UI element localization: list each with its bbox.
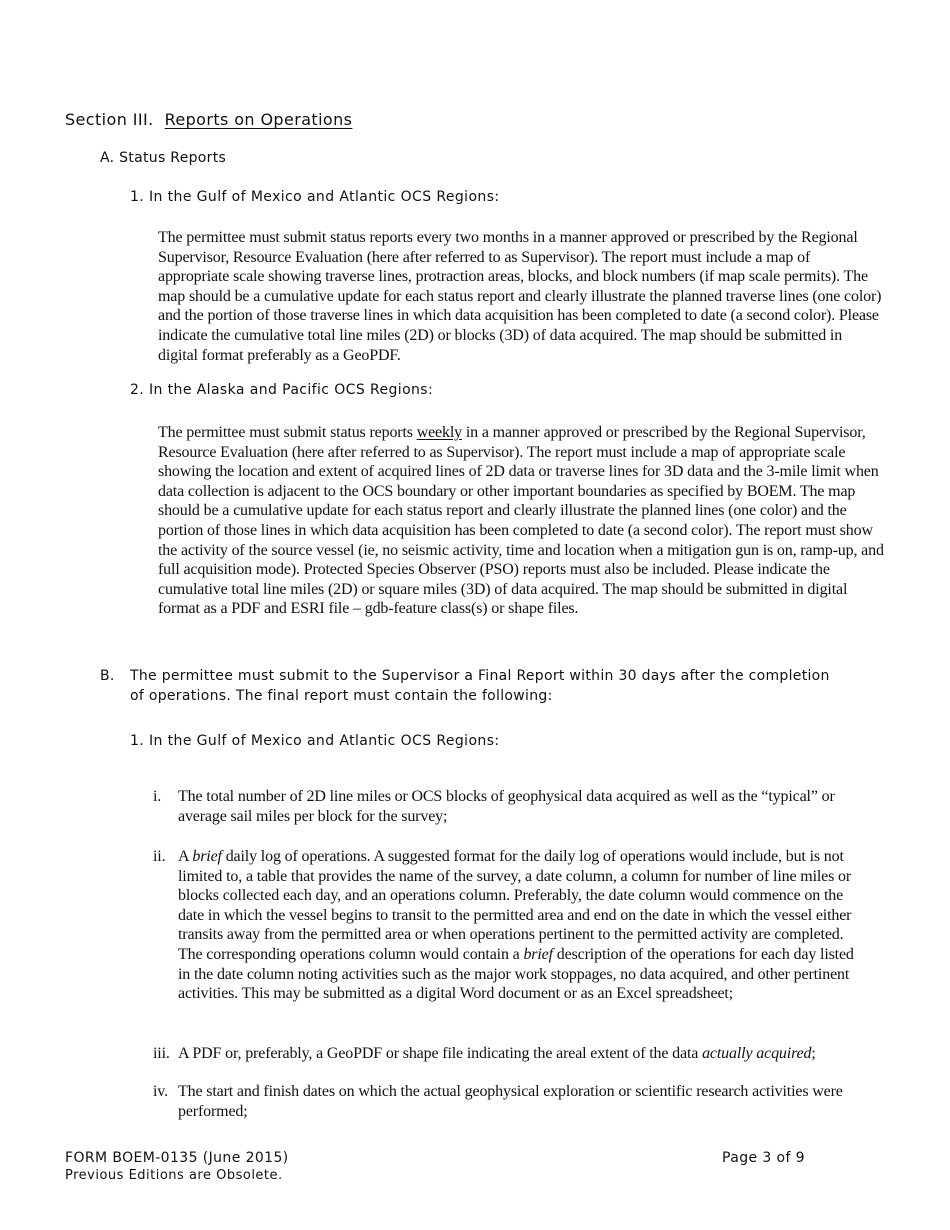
part-b-intro: [100, 666, 840, 706]
list-item-number: ii.: [153, 848, 166, 865]
emphasis: actually acquired: [702, 1045, 812, 1062]
list-item: [153, 1044, 853, 1064]
list-item-text: [178, 847, 863, 1004]
text-run: A PDF or, preferably, a GeoPDF or shape file indicating the areal extent of the data: [178, 1045, 703, 1062]
list-item-number: iv.: [153, 1083, 168, 1100]
editions-note: Previous Editions are Obsolete.: [65, 1168, 283, 1183]
part-a-item2-body: [158, 423, 886, 619]
text-run: ;: [811, 1045, 816, 1062]
emphasis: brief: [523, 945, 553, 963]
part-a-item1-body: The permittee must submit status reports every two months in a manner approved or prescribed by the Regional Supervisor, Resource Evaluation (here after referred to as Supervisor). The report must include a map of appropriate scale showing traverse lines, protraction areas, blocks, and block numbers (if map scale permits). The map should be a cumulative update for each status report and clearly illustrate the planned traverse lines (one color) and the portion of those traverse lines in which data acquisition has been completed to date (a second color). Please indicate the cumulative total line miles (2D) or blocks (3D) of data acquired. The map should be submitted in digital format preferably as a GeoPDF.: [158, 229, 882, 364]
section-label: Section III.: [65, 110, 154, 129]
section-heading: [65, 110, 352, 129]
text-run: description of the operations for each day listed in the date column noting activities such as the major work stoppages, no data acquired, and other pertinent activities. This may be submitted as a digital Word document or as an Excel spreadsheet;: [178, 945, 854, 1003]
text-run: A: [178, 848, 193, 865]
form-number: FORM BOEM-0135 (June 2015): [65, 1150, 289, 1166]
body-pre: The permittee must submit status reports: [158, 424, 417, 441]
list-item-text: [178, 1044, 853, 1064]
list-item: [153, 847, 863, 1004]
list-item-text: The start and finish dates on which the actual geophysical exploration or scientific research activities were performed;: [178, 1083, 843, 1120]
list-item: [153, 787, 853, 826]
list-item-number: i.: [153, 788, 162, 805]
part-a-item1-heading: 1. In the Gulf of Mexico and Atlantic OCS Regions:: [130, 189, 500, 205]
part-b-marker: B.: [100, 668, 115, 684]
part-b-text: The permittee must submit to the Supervisor a Final Report within 30 days after the completion of operations. The final report must contain the following:: [130, 668, 830, 704]
body-post: in a manner approved or prescribed by the Regional Supervisor, Resource Evaluation (here after referred to as Supervisor). The report must include a map of appropriate scale showing the location and extent of acquired lines of 2D data or traverse lines for 3D data and the 3-mile limit when data collection is adjacent to the OCS boundary or other important boundaries as specified by BOEM. The map should be a cumulative update for each status report and clearly illustrate the planned lines (one color) and the portion of those lines in which data acquisition has been completed to date (a second color). The report must show the activity of the source vessel (ie, no seismic activity, time and location when a mitigation gun is on, ramp-up, and full acquisition mode). Protected Species Observer (PSO) reports must also be included. Please indicate the cumulative total line miles (2D) or square miles (3D) of data acquired. The map should be submitted in digital format as a PDF and ESRI file – gdb-feature class(s) or shape files.: [158, 424, 884, 618]
page-number: Page 3 of 9: [722, 1150, 805, 1166]
list-item-text: The total number of 2D line miles or OCS blocks of geophysical data acquired as well as the “typical” or average sail miles per block for the survey;: [178, 788, 835, 825]
list-item-number: iii.: [153, 1045, 170, 1062]
text-run: daily log of operations. A suggested format for the daily log of operations would include, but is not limited to, a table that provides the name of the survey, a date column, a column for number of line miles or blocks collected each day, and an operations column. Preferably, the date column would commence on the date in which the vessel begins to transit to the permitted area and end on the date in which the vessel either transits away from the permitted area or when operations pertinent to the permitted activity are completed. The corresponding operations column would contain a: [178, 848, 852, 963]
emphasis: brief: [192, 848, 222, 865]
list-item: [153, 1082, 853, 1121]
part-a-heading: A. Status Reports: [100, 150, 227, 166]
weekly-emphasis: weekly: [416, 424, 463, 441]
part-a-item2-heading: 2. In the Alaska and Pacific OCS Regions:: [130, 382, 434, 398]
section-title: Reports on Operations: [164, 110, 353, 129]
part-b-item1-heading: 1. In the Gulf of Mexico and Atlantic OCS Regions:: [130, 733, 500, 749]
